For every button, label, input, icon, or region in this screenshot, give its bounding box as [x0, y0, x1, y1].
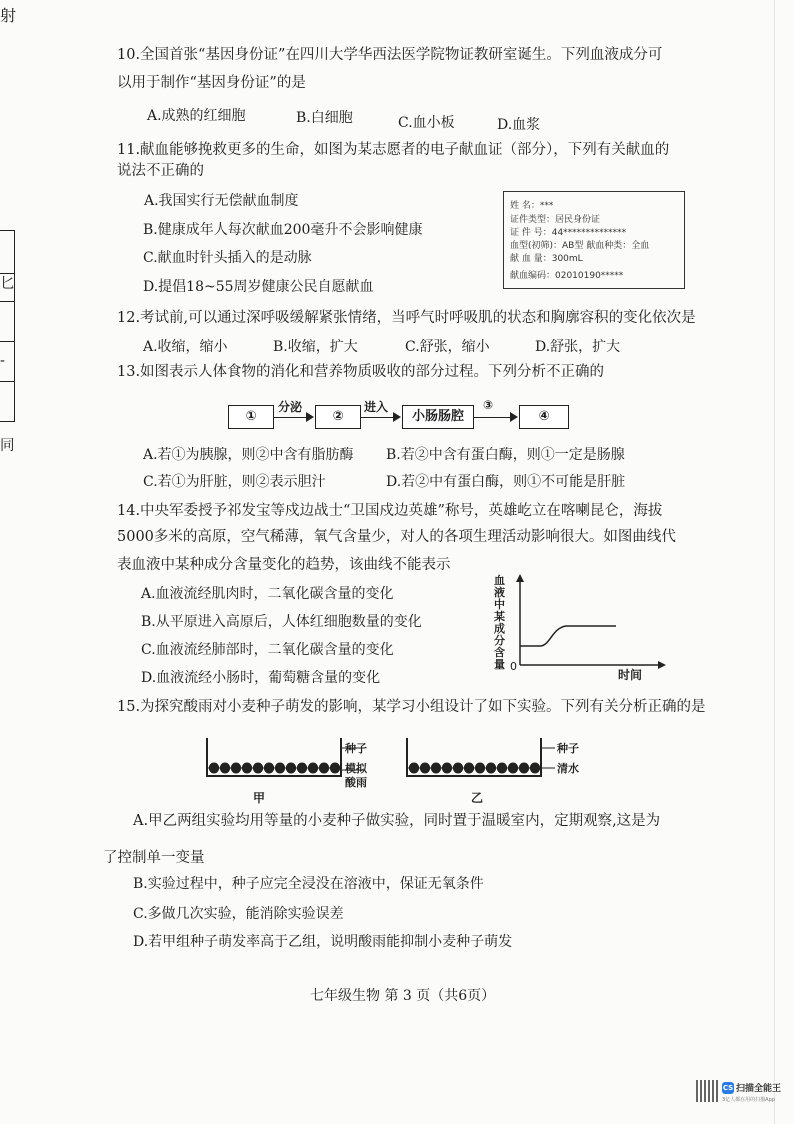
cert-volume-line: 献 血 量：300mL: [510, 254, 583, 264]
wheat-seed: [420, 763, 430, 774]
cert-idnumber-line: 证 件 号：44**************: [510, 228, 627, 238]
edge-char-mid1: 匕: [0, 276, 15, 292]
svg-text:血: 血: [494, 574, 505, 587]
q13-option-c: C.若①为肝脏，则②表示胆汁: [143, 474, 326, 490]
yi-label-water: 清水: [557, 762, 579, 775]
flow-box-4: ④: [519, 405, 569, 429]
wheat-seed: [286, 763, 296, 774]
q11-stem-line1: 11.献血能够挽救更多的生命，如图为某志愿者的电子献血证（部分），下列有关献血的: [117, 142, 670, 158]
graph-trend-curve: [520, 626, 616, 646]
q11-option-a: A.我国实行无偿献血制度: [144, 193, 299, 209]
qr-code-icon: [696, 1080, 718, 1102]
edge-table-fragment: [0, 230, 15, 422]
wheat-seed: [231, 763, 241, 774]
flow-label-secrete: 分泌: [278, 400, 303, 414]
scanner-sub: 3亿人都在用的扫描App: [722, 1097, 775, 1103]
svg-text:含: 含: [494, 646, 505, 659]
flow-arrow-3: [474, 417, 512, 418]
container-yi: [407, 738, 579, 805]
q14-stem-line3: 表血液中某种成分含量变化的趋势，该曲线不能表示: [117, 557, 451, 573]
q15-option-b: B.实验过程中，种子应完全浸没在溶液中，保证无氧条件: [133, 876, 484, 892]
page-footer: 七年级生物 第 3 页（共6页）: [310, 988, 496, 1004]
scanner-name: 扫描全能王: [736, 1084, 782, 1094]
wheat-seed: [508, 763, 518, 774]
q14-option-b: B.从平原进入高原后，人体红细胞数量的变化: [141, 614, 422, 630]
wheat-seed: [242, 763, 252, 774]
q12-stem: 12.考试前,可以通过深呼吸缓解紧张情绪，当呼气时呼吸肌的状态和胸廓容积的变化依次是: [117, 310, 696, 326]
svg-text:某: 某: [494, 610, 505, 623]
graph-y-arrowhead: [516, 574, 524, 582]
wheat-seed: [442, 763, 452, 774]
q11-stem-line2: 说法不正确的: [117, 163, 204, 179]
wheat-seed: [297, 763, 307, 774]
scanner-logo-icon: CS: [722, 1084, 734, 1092]
flow-arrow-1: [274, 417, 308, 418]
q15-option-a-line2: 了控制单一变量: [103, 850, 205, 866]
scanner-watermark: [696, 1080, 788, 1108]
yi-caption: 乙: [471, 791, 484, 805]
q10-option-a: A.成熟的红细胞: [147, 108, 246, 124]
wheat-seed: [475, 763, 485, 774]
flow-label-3: ③: [483, 398, 494, 412]
seed-germination-experiment: [195, 728, 615, 808]
q10-stem-line1: 10.全国首张“基因身份证”在四川大学华西法医学院物证教研室诞生。下列血液成分可: [117, 47, 663, 63]
jia-label-simulated: 模拟: [345, 762, 367, 775]
q12-option-d: D.舒张，扩大: [535, 339, 621, 355]
q12-option-c: C.舒张，缩小: [405, 339, 490, 355]
q14-option-c: C.血液流经肺部时，二氧化碳含量的变化: [141, 642, 394, 658]
yi-label-seed: 种子: [557, 742, 579, 755]
jia-caption: 甲: [253, 791, 266, 805]
svg-text:中: 中: [494, 598, 505, 611]
wheat-seed: [519, 763, 529, 774]
blood-component-trend-graph: [488, 573, 668, 683]
flow-arrow-2: [361, 417, 395, 418]
container-jia: [207, 738, 368, 805]
q13-option-a: A.若①为胰腺，则②中含有脂肪酶: [143, 447, 354, 463]
flow-label-enter: 进入: [364, 400, 389, 414]
flow-box-1: ①: [228, 405, 274, 429]
cert-name-line: 姓 名：***: [510, 201, 554, 211]
q15-option-c: C.多做几次实验，能消除实验误差: [133, 906, 344, 922]
wheat-seed: [497, 763, 507, 774]
q11-option-c: C.献血时针头插入的是动脉: [143, 250, 312, 266]
q15-option-d: D.若甲组种子萌发率高于乙组，说明酸雨能抑制小麦种子萌发: [133, 934, 513, 950]
svg-text:成: 成: [494, 622, 505, 635]
graph-origin: 0: [510, 660, 517, 673]
flow-box-2: ②: [315, 405, 361, 429]
wheat-seed: [209, 763, 219, 774]
wheat-seed: [275, 763, 285, 774]
q10-option-b: B.白细胞: [296, 110, 353, 126]
q14-option-a: A.血液流经肌肉时，二氧化碳含量的变化: [141, 586, 394, 602]
q13-option-d: D.若②中有蛋白酶，则①不可能是肝脏: [386, 474, 626, 490]
wheat-seed: [486, 763, 496, 774]
edge-char-bottom: 同: [0, 438, 15, 454]
wheat-seed: [530, 763, 540, 774]
svg-text:量: 量: [494, 658, 505, 671]
svg-text:分: 分: [494, 634, 505, 647]
cert-code-line: 献血编码：02010190*****: [510, 271, 624, 281]
q13-stem: 13.如图表示人体食物的消化和营养物质吸收的部分过程。下列分析不正确的: [117, 364, 605, 380]
cert-idtype-line: 证件类型：居民身份证: [510, 215, 601, 225]
blood-donation-certificate: [503, 191, 685, 289]
wheat-seed: [253, 763, 263, 774]
wheat-seed: [308, 763, 318, 774]
q15-option-a-line1: A.甲乙两组实验均用等量的小麦种子做实验，同时置于温暖室内，定期观察,这是为: [133, 813, 661, 829]
q10-option-d: D.血浆: [497, 117, 541, 133]
q14-stem-line2: 5000多米的高原，空气稀薄，氧气含量少，对人的各项生理活动影响很大。如图曲线代: [117, 529, 676, 545]
graph-xlabel: 时间: [618, 668, 643, 682]
q14-stem-line1: 14.中央军委授予祁发宝等戍边战士“卫国戍边英雄”称号，英雄屹立在喀喇昆仑，海拔: [117, 503, 663, 519]
wheat-seed: [464, 763, 474, 774]
flow-arrowhead-3: [510, 412, 518, 422]
q12-option-b: B.收缩，扩大: [273, 339, 358, 355]
q12-option-a: A.收缩，缩小: [143, 339, 228, 355]
q13-option-b: B.若②中含有蛋白酶，则①一定是肠腺: [386, 447, 625, 463]
flow-arrowhead-1: [306, 412, 314, 422]
flow-arrowhead-2: [393, 412, 401, 422]
q14-option-d: D.血液流经小肠时，葡萄糖含量的变化: [141, 670, 381, 686]
wheat-seed: [330, 763, 340, 774]
q10-option-c: C.血小板: [398, 115, 455, 131]
flow-box-small-intestine: 小肠肠腔: [402, 405, 474, 429]
graph-ylabel: [493, 573, 505, 671]
q11-option-d: D.提倡18~55周岁健康公民自愿献血: [143, 279, 374, 295]
wheat-seed: [319, 763, 329, 774]
wheat-seed: [453, 763, 463, 774]
wheat-seed: [264, 763, 274, 774]
q11-option-b: B.健康成年人每次献血200毫升不会影响健康: [143, 222, 423, 238]
edge-char-top: 射: [0, 6, 17, 25]
edge-char-mid2: -: [0, 353, 5, 369]
wheat-seed: [409, 763, 419, 774]
svg-text:液: 液: [494, 586, 505, 599]
jia-label-acid-rain: 酸雨: [345, 776, 367, 789]
page-fold-line: [774, 0, 775, 1124]
wheat-seed: [220, 763, 230, 774]
q15-stem: 15.为探究酸雨对小麦种子萌发的影响，某学习小组设计了如下实验。下列有关分析正确的是: [117, 699, 706, 715]
wheat-seed: [431, 763, 441, 774]
graph-x-arrowhead: [658, 661, 666, 669]
jia-label-seed: 种子: [345, 742, 367, 755]
q10-stem-line2: 以用于制作“基因身份证”的是: [117, 75, 306, 91]
cert-bloodtype-line: 血型(初筛)：AB型 献血种类：全血: [510, 241, 650, 251]
